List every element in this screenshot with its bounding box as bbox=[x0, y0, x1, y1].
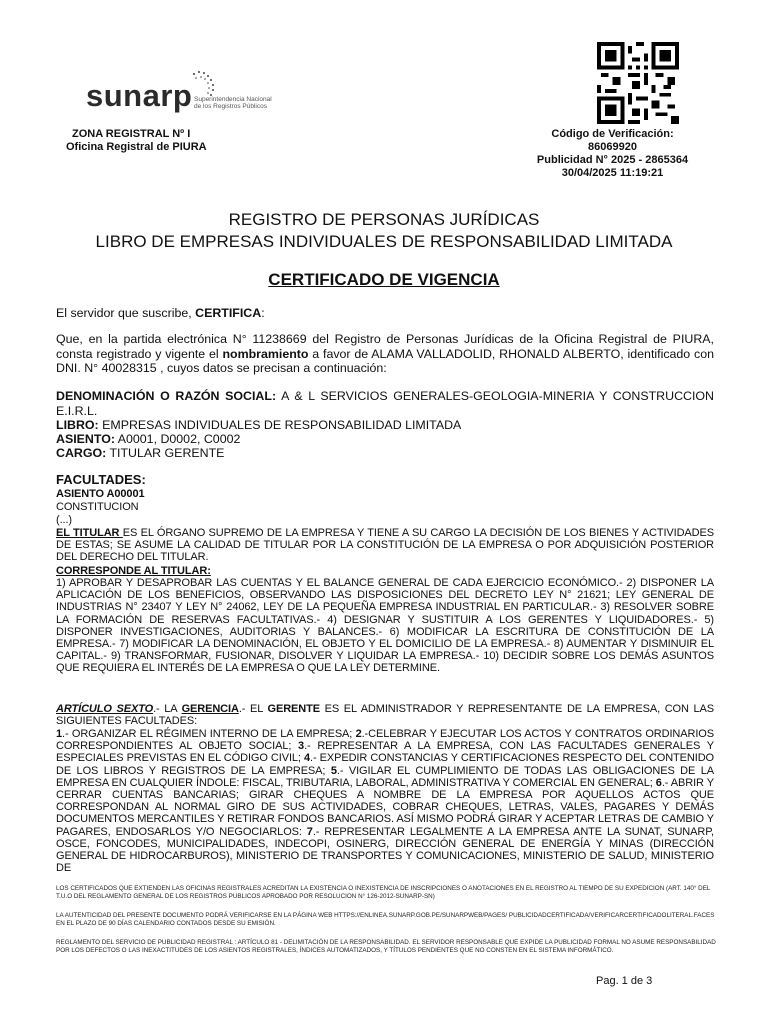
verification-code: 86069920 bbox=[588, 141, 637, 153]
zone-label: ZONA REGISTRAL Nº I bbox=[72, 128, 191, 140]
sunarp-logo bbox=[86, 68, 272, 128]
denomination: DENOMINACIÓN O RAZÓN SOCIAL: A & L SERVICIOS GENERALES-GEOLOGIA-MINERIA Y CONSTRUCCION E.I.R.L. bbox=[56, 389, 714, 418]
corresponde-heading: CORRESPONDE AL TITULAR: bbox=[56, 565, 211, 577]
gerente-facultades: 1.- ORGANIZAR EL RÉGIMEN INTERNO DE LA EMPRESA; 2.-CELEBRAR Y EJECUTAR LOS ACTOS Y CONTRATOS ORDINARIOS CORRESPONDIENTES AL OBJETO SOCIAL; 3.- REPRESENTAR A LA EMPRESA, CON LAS FACULTADES GENERALES Y ESPECIALES PREVISTAS EN EL CÓDIGO CIVIL; 4.- EXPEDIR CONSTANCIAS Y CERTIFICACIONES RESPECTO DEL CONTENIDO DE LOS LIBROS Y REGISTROS DE LA EMPRESA; 5.- VIGILAR EL CUMPLIMIENTO DE TODAS LAS OBLIGACIONES DE LA EMPRESA EN CUALQUIER ÍNDOLE: FISCAL, TRIBUTARIA, LABORAL, ADMINISTRATIVA Y COMERCIAL EN GENERAL; 6.- ABRIR Y CERRAR CUENTAS BANCARIAS; GIRAR CHEQUES A NOMBRE DE LA EMPRESA POR AQUELLOS ACTOS QUE CORRESPONDAN AL NORMAL GIRO DE SUS ACTIVIDADES, COBRAR CHEQUES, LETRAS, VALES, PAGARES Y DEMÁS DOCUMENTOS MERCANTILES Y RETIRAR FONDOS BANCARIOS. ASÍ MISMO PODRÁ GIRAR Y ACEPTAR LETRAS DE CAMBIO Y PAGARES, ENDOSARLOS Y/O NEGOCIARLOS: 7.- REPRESENTAR LEGALMENTE A LA EMPRESA ANTE LA SUNAT, SUNARP, OSCE, FONCODES, MUNICIPALIDADES, INDECOPI, OSINERG, DIRECCIÓN GENERAL DE ENERGÍA Y MINAS (DIRECCIÓN GENERAL DE HIDROCARBUROS), MINISTERIO DE TRANSPORTES Y COMUNICACIONES, MINISTERIO DE SALUD, MINISTERIO DE bbox=[56, 728, 714, 875]
intro-certifica: El servidor que suscribe, CERTIFICA: bbox=[56, 306, 265, 320]
cargo-line: CARGO: TITULAR GERENTE bbox=[56, 446, 225, 460]
titular-list: 1) APROBAR Y DESAPROBAR LAS CUENTAS Y EL BALANCE GENERAL DE CADA EJERCICIO ECONÓMICO.- 2) DISPONER LA APLICACIÓN DE LOS BENEFICIOS, OBSERVANDO LAS DISPOSICIONES DEL DECRETO LEY N° 21621; LEY GENERAL DE INDUSTRIAS N° 23407 Y LEY N° 24062, LEY DE LA PEQUEÑA EMPRESA INDUSTRIAL EN PARTICULAR.- 3) RESOLVER SOBRE LA FORMACIÓN DE RESERVAS FACULTATIVAS.- 4) DESIGNAR Y SUSTITUIR A LOS GERENTES Y LIQUIDADORES.- 5) DISPONER INVESTIGACIONES, AUDITORIAS Y BALANCES.- 6) MODIFICAR LA ESCRITURA DE CONSTITUCIÓN DE LA EMPRESA.- 7) MODIFICAR LA DENOMINACIÓN, EL OBJETO Y EL DOMICILIO DE LA EMPRESA.- 8) AUMENTAR Y DISMINUIR EL CAPITAL.- 9) TRANSFORMAR, FUSIONAR, DISOLVER Y LIQUIDAR LA EMPRESA.- 10) DECIDIR SOBRE LOS DEMÁS ASUNTOS QUE REQUIERA EL INTERÉS DE LA EMPRESA O QUE LA LEY DETERMINE. bbox=[56, 577, 714, 675]
facultades-heading: FACULTADES: bbox=[56, 472, 146, 487]
footer-note-2: LA AUTENTICIDAD DEL PRESENTE DOCUMENTO PODRÁ VERIFICARSE EN LA PÁGINA WEB HTTPS://ENLINEA.SUNARP.GOB.PE/SUNARPWEB/PAGES/ PUBLICIDADCERTIFICADA/VERIFICARCERTIFICADOLITERAL.FACES EN EL PLAZO DE 90 DÍAS CALENDARIO CONTADOS DESDE SU EMISIÓN. bbox=[56, 912, 715, 927]
page-number: Pag. 1 de 3 bbox=[596, 975, 653, 987]
articulo-sexto: ARTÍCULO SEXTO.- LA GERENCIA.- EL GERENTE ES EL ADMINISTRADOR Y REPRESENTANTE DE LA EMPRESA, CON LAS SIGUIENTES FACULTADES: bbox=[56, 703, 714, 728]
verification-label: Código de Verificación: bbox=[551, 128, 674, 140]
intro-paragraph: Que, en la partida electrónica N° 11238669 del Registro de Personas Jurídicas de la Oficina Registral de PIURA, consta registrado y vigente el nombramiento a favor de ALAMA VALLADOLID, RHONALD ALBERTO, identificado con DNI. N° 40028315 , cuyos datos se precisan a continuación: bbox=[56, 332, 714, 375]
logo-wordmark: sunarp bbox=[86, 78, 193, 113]
issue-datetime: 30/04/2025 11:19:21 bbox=[561, 167, 664, 179]
footer-note-3: REGLAMENTO DEL SERVICIO DE PUBLICIDAD REGISTRAL : ARTÍCULO 81 - DELIMITACIÓN DE LA RESPONSABILIDAD. EL SERVIDOR RESPONSABLE QUE EXPIDE LA PUBLICIDAD FORMAL NO ASUME RESPONSABILIDAD POR LOS DEFECTOS O LAS INEXACTITUDES DE LOS ASIENTOS REGISTRALES, ÍNDICES AUTOMATIZADOS, Y TÍTULOS PENDIENTES QUE NO CONSTEN EN EL SISTEMA INFORMÁTICO. bbox=[56, 939, 716, 954]
constitucion-label: CONSTITUCION bbox=[56, 501, 139, 513]
verification-block bbox=[520, 128, 705, 180]
zone-block bbox=[66, 128, 207, 154]
ellipsis: (...) bbox=[56, 514, 72, 526]
office-label: Oficina Registral de PIURA bbox=[66, 141, 207, 153]
book-line: LIBRO: EMPRESAS INDIVIDUALES DE RESPONSABILIDAD LIMITADA bbox=[56, 418, 462, 432]
certificate-title: CERTIFICADO DE VIGENCIA bbox=[268, 270, 500, 289]
footer-note-1: LOS CERTIFICADOS QUE EXTIENDEN LAS OFICINAS REGISTRALES ACREDITAN LA EXISTENCIA O INEXISTENCIA DE INSCRIPCIONES O ANOTACIONES EN EL REGISTRO AL TIEMPO DE SU EXPEDICION (ART. 140° DEL T.U.O DEL REGLAMENTO GENERAL DE LOS REGISTROS PUBLICOS APROBADO POR RESOLUCION N° 126-2012-SUNARP-SN) bbox=[56, 885, 711, 900]
logo-subtitle: Superintendencia Nacional de los Registros Públicos bbox=[194, 96, 272, 110]
book-title: LIBRO DE EMPRESAS INDIVIDUALES DE RESPONSABILIDAD LIMITADA bbox=[95, 232, 673, 251]
titular-paragraph: EL TITULAR ES EL ÓRGANO SUPREMO DE LA EMPRESA Y TIENE A SU CARGO LA DECISIÓN DE LOS BIENES Y ACTIVIDADES DE ESTAS; SE ASUME LA CALIDAD DE TITULAR POR LA CONSTITUCIÓN DE LA EMPRESA O POR ADQUISICIÓN POSTERIOR DEL DERECHO DEL TITULAR. bbox=[56, 527, 714, 564]
publicidad-number: Publicidad N° 2025 - 2865364 bbox=[536, 154, 689, 166]
facultades-asiento: ASIENTO A00001 bbox=[56, 488, 145, 500]
registry-title: REGISTRO DE PERSONAS JURÍDICAS bbox=[228, 210, 540, 229]
asiento-line: ASIENTO: A0001, D0002, C0002 bbox=[56, 432, 241, 446]
qr-code-icon bbox=[597, 42, 679, 124]
